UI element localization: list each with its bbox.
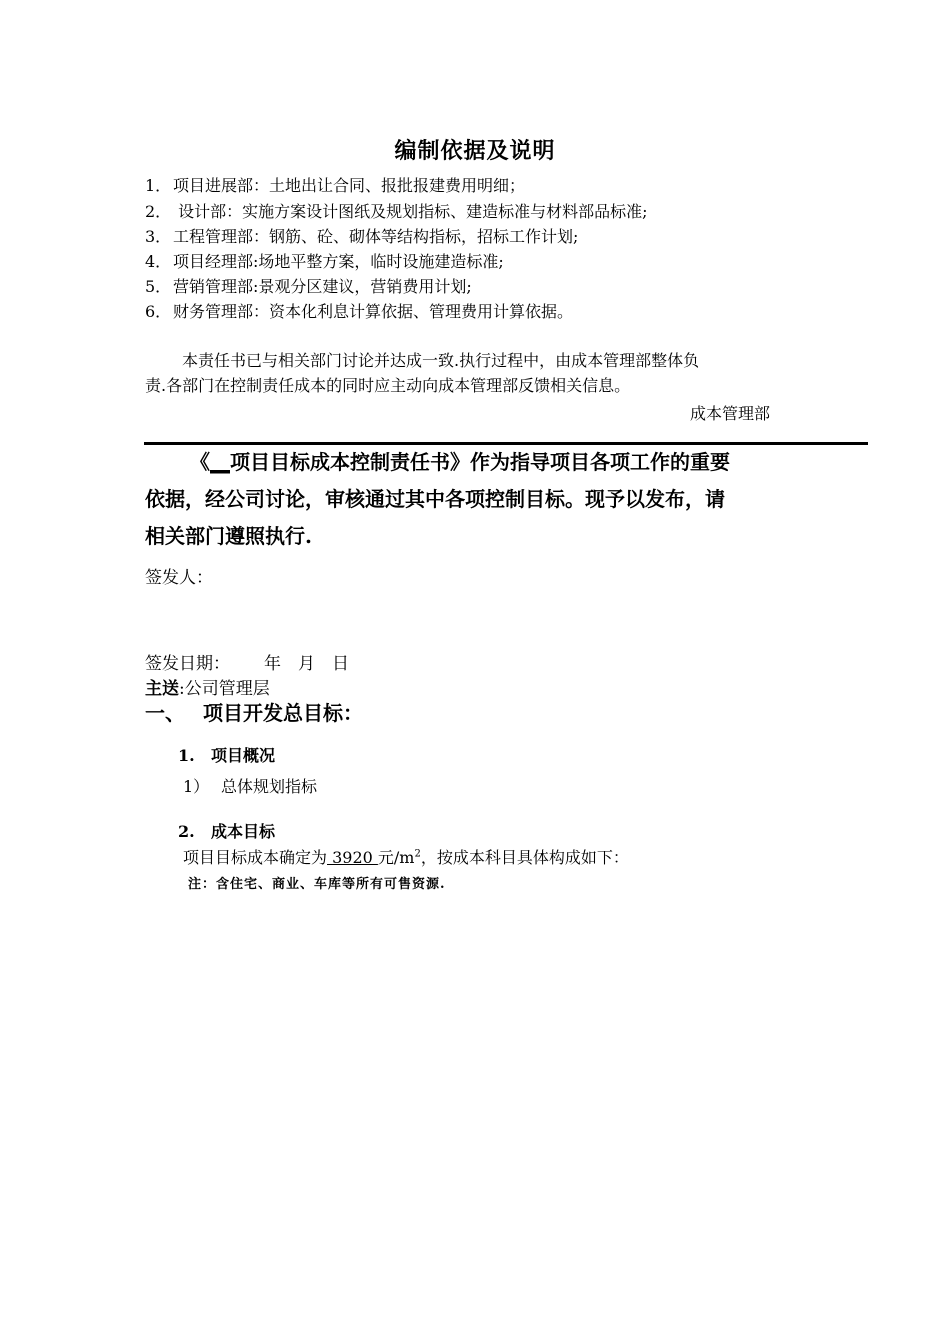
basis-item-number: 2． [145,202,172,221]
release-line-1 [190,448,730,476]
responsibility-paragraph-line-2: 责.各部门在控制责任成本的同时应主动向成本管理部反馈相关信息。 [145,376,631,395]
divider-line [144,442,868,445]
release-line-1-text: 项目目标成本控制责任书》作为指导项目各项工作的重要 [230,450,730,474]
send-to-value: :公司管理层 [179,679,270,699]
cost-target-unit: 元/m [377,848,415,867]
basis-item [145,252,504,272]
release-line-2: 依据，经公司讨论，审核通过其中各项控制目标。现予以发布，请 [145,487,725,511]
issuer-label: 签发人： [145,568,213,588]
subsubsection-title: 总体规划指标 [221,777,318,796]
send-to-label: 主送 [145,679,179,699]
basis-item [145,176,525,196]
cost-target-unit-superscript: 2 [414,848,421,860]
cost-target-line [183,845,629,868]
subsection-title: 成本目标 [211,822,276,841]
basis-item [145,227,578,247]
subsubsection-number: 1） [183,777,210,796]
basis-item-text: 营销管理部:景观分区建议，营销费用计划; [173,277,472,296]
basis-item-text: 项目进展部：土地出让合同、报批报建费用明细； [173,176,526,195]
basis-item-number: 1． [145,176,172,195]
section-number: 一、 [145,701,185,725]
basis-item-number: 3． [145,227,172,246]
subsubsection-item [183,774,317,797]
basis-item [145,277,472,297]
section-heading [145,697,363,726]
project-name-blank: __ [210,450,230,474]
basis-item-number: 6． [145,302,172,321]
basis-item-text: 设计部：实施方案设计图纸及规划指标、建造标准与材料部品标准; [173,202,648,221]
release-open-quote: 《 [190,450,210,474]
basis-item [145,302,573,322]
issue-date [145,649,349,674]
cost-target-suffix: ，按成本科目具体构成如下： [420,848,629,867]
issue-date-units: 年 月 日 [264,654,349,674]
subsection-heading [178,819,275,842]
basis-item [145,202,647,222]
section-title: 项目开发总目标： [203,701,363,725]
basis-item-text: 财务管理部：资本化利息计算依据、管理费用计算依据。 [173,302,574,321]
cost-note: 注：含住宅、商业、车库等所有可售资源. [188,877,446,892]
signature-department: 成本管理部 [690,404,771,423]
responsibility-paragraph-line-1: 本责任书已与相关部门讨论并达成一致.执行过程中，由成本管理部整体负 [182,351,700,370]
subsection-heading [178,743,275,766]
cost-target-amount: 3920 [327,848,378,867]
basis-item-number: 4． [145,252,172,271]
issue-date-label: 签发日期： [145,654,230,674]
cost-target-prefix: 项目目标成本确定为 [183,848,328,867]
basis-item-number: 5． [145,277,172,296]
basis-item-text: 工程管理部：钢筋、砼、砌体等结构指标，招标工作计划; [173,227,579,246]
send-to [145,674,270,699]
subsection-title: 项目概况 [211,746,276,765]
subsection-number: 2. [178,822,195,841]
basis-item-text: 项目经理部:场地平整方案，临时设施建造标准; [173,252,504,271]
release-line-3: 相关部门遵照执行. [145,524,312,548]
subsection-number: 1. [178,746,195,765]
document-title: 编制依据及说明 [394,138,556,164]
